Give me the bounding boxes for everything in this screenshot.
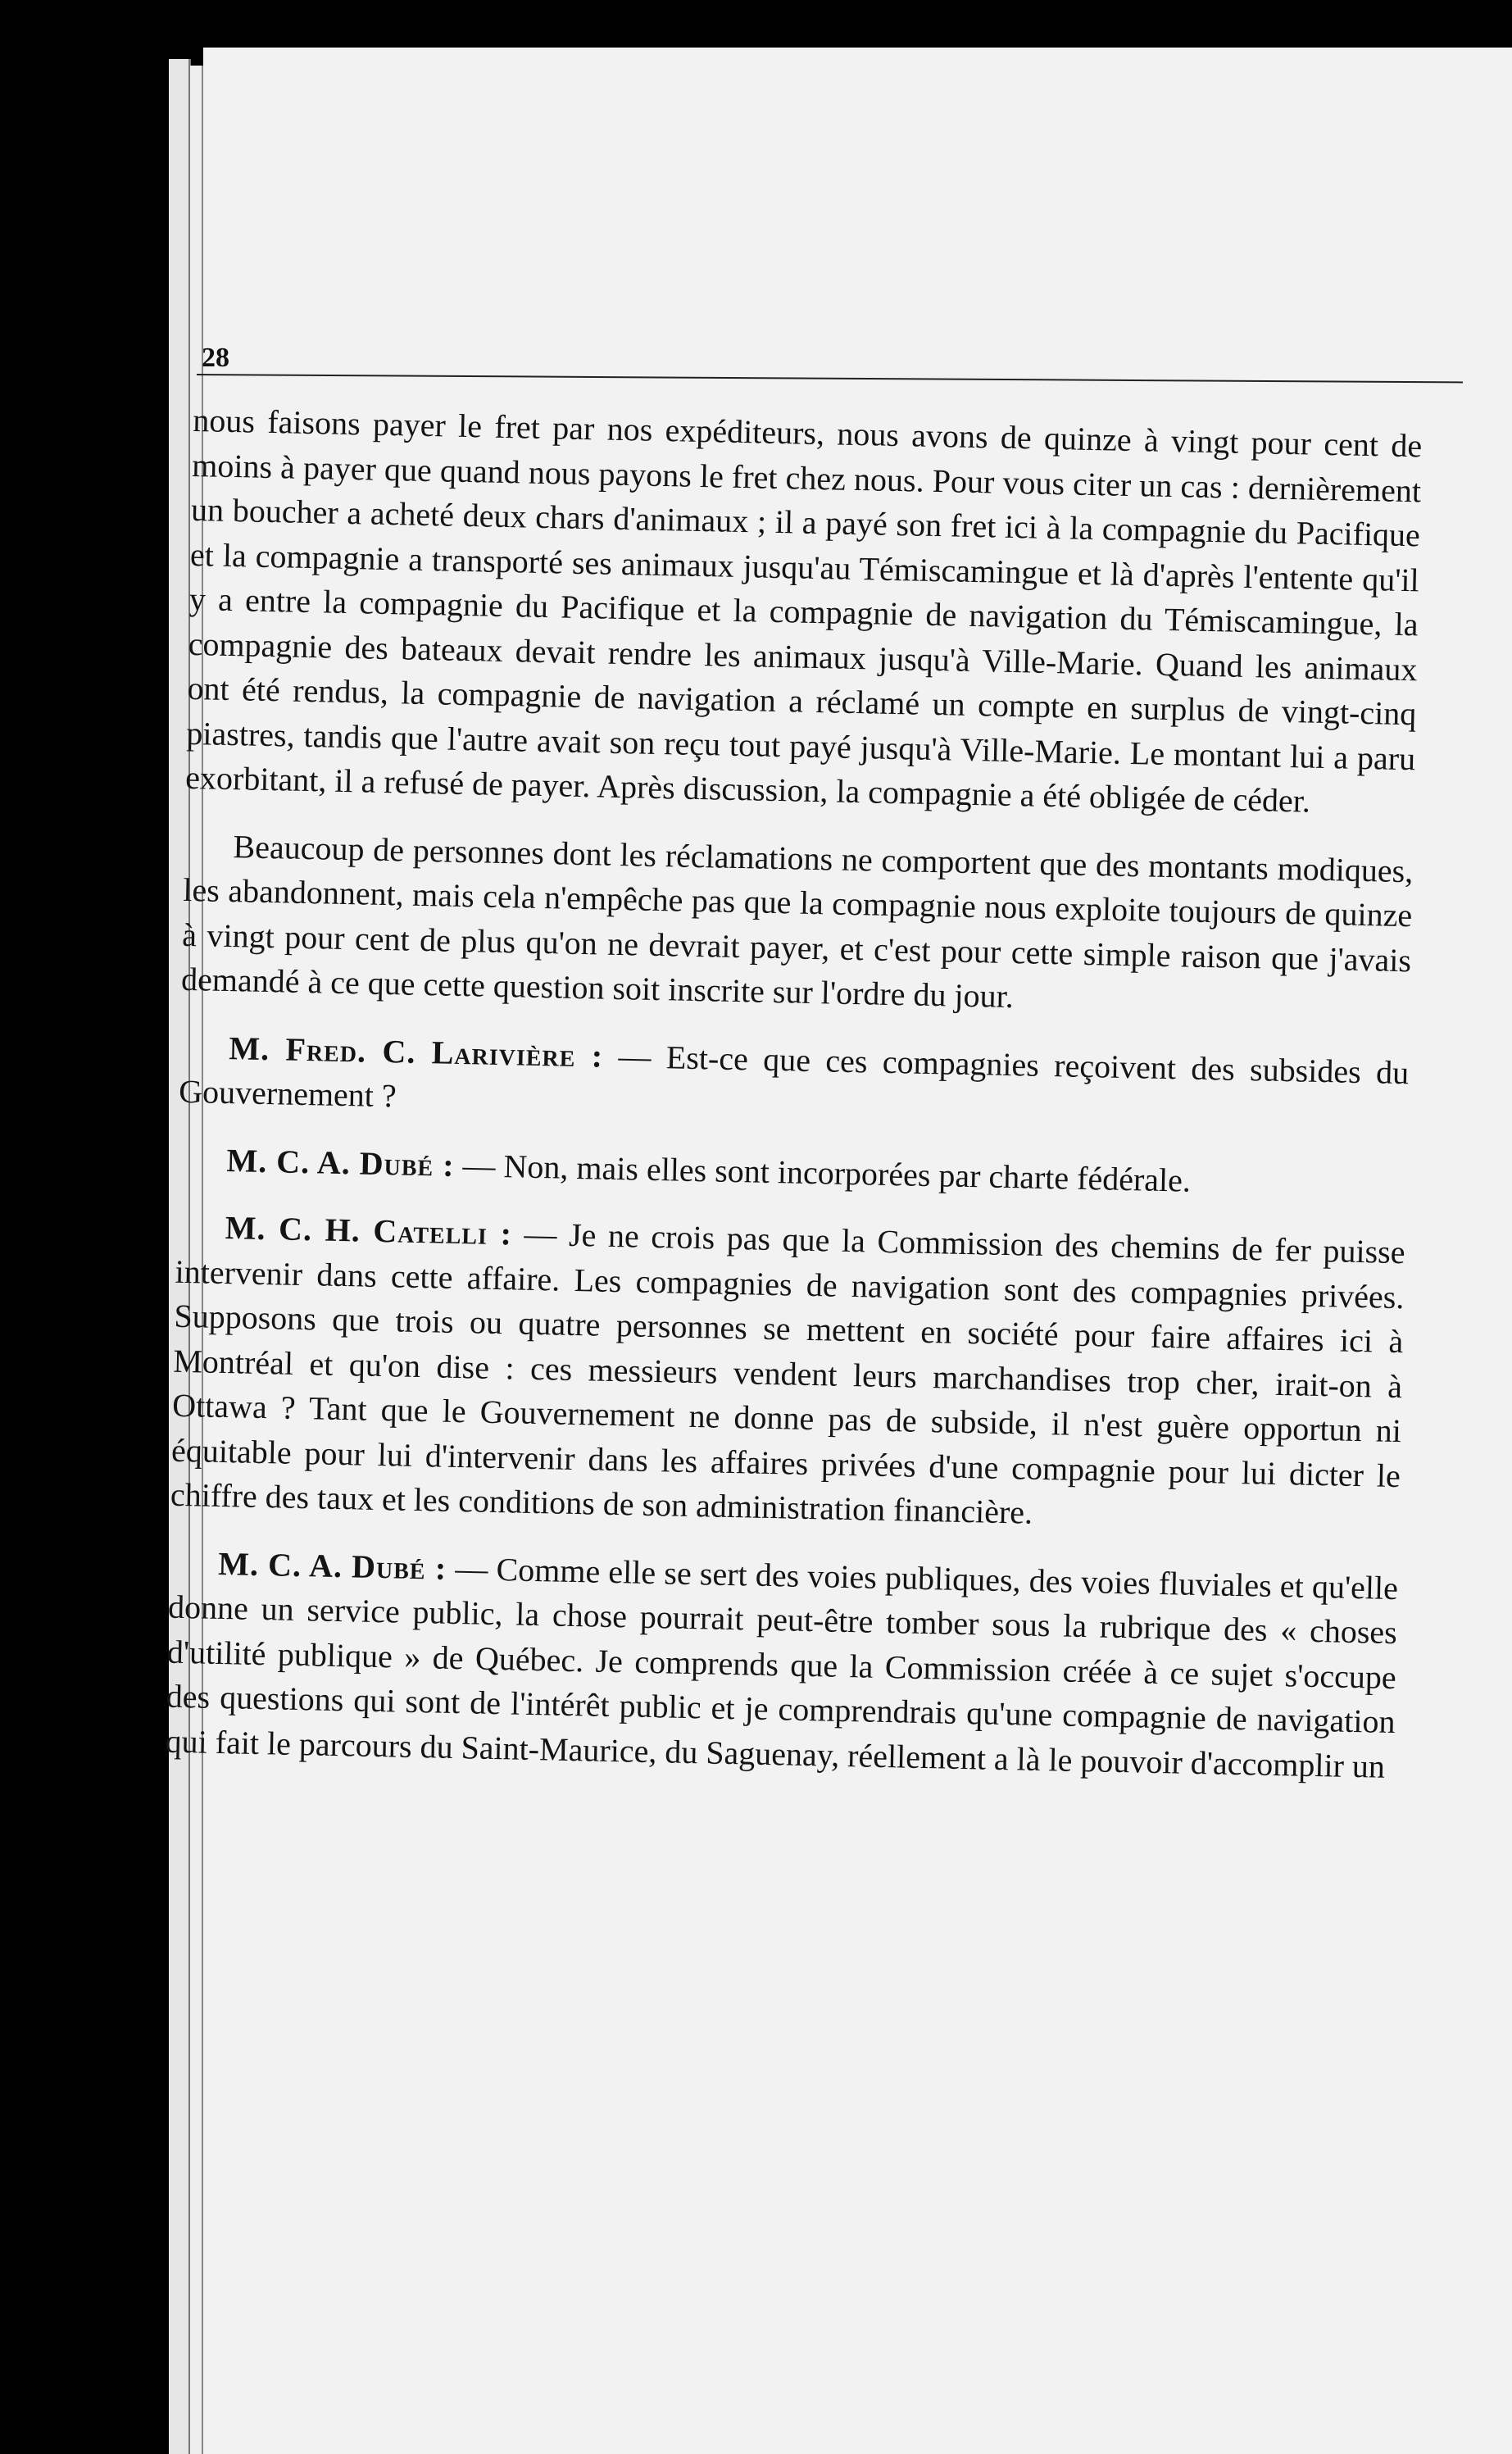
paragraph-5 [170, 1205, 1405, 1543]
speech-text: — Je ne crois pas que la Commission des chemins de fer puisse intervenir dans cette affaire. Les compagnies de navigation sont des compagnies privées. Supposons que trois ou quatre personnes se mettent en société pour faire affaires ici à Montréal et qu'on dise : ces messieurs vendent leurs marchandises trop cher, irait-on à Ottawa ? Tant que le Gouvernement ne donne pas de subside, il n'est guère opportun ni équitable pour lui d'intervenir dans les affaires privées d'une compagnie pour lui dicter le chiffre des taux et les conditions de son administration financière. [170, 1215, 1405, 1531]
speech-text: — Non, mais elles sont incorporées par charte fédérale. [454, 1146, 1192, 1199]
speaker-name: M. C. A. Dubé : [226, 1141, 456, 1184]
paragraph-6 [165, 1540, 1398, 1789]
body-text [165, 398, 1423, 1789]
paragraph-1: nous faisons payer le fret par nos expéditeurs, nous avons de quinze à vingt pour cent de moins à payer que quand nous payons le fret chez nous. Pour vous citer un cas : dernièrement un boucher a acheté deux chars d'animaux ; il a payé son fret ici à la compagnie du Pacifique et la compagnie a transporté ses animaux jusqu'au Témiscamingue et là d'après l'entente qu'il y a entre la compagnie du Pacifique et la compagnie de navigation du Témiscamingue, la compagnie des bateaux devait rendre les animaux jusqu'à Ville-Marie. Quand les animaux ont été rendus, la compagnie de navigation a réclamé un compte en surplus de vingt-cinq piastres, tandis que l'autre avait son reçu tout payé jusqu'à Ville-Marie. Le montant lui a paru exorbitant, il a refusé de payer. Après discussion, la compagnie a été obligée de céder. [184, 401, 1423, 820]
speaker-name: M. C. H. Catelli : [225, 1209, 513, 1252]
page-number: 28 [202, 343, 229, 373]
paragraph-3 [179, 1025, 1410, 1139]
speech-text: — Est-ce que ces compagnies reçoivent des subsides du Gouvernement ? [178, 1037, 1410, 1115]
speaker-name: M. Fred. C. Larivière : [228, 1029, 604, 1075]
speech-text: — Comme elle se sert des voies publiques, des voies fluviales et qu'elle donne un service public, la chose pourrait peut-être tomber sous la rubrique des « choses d'utilité publique » de Québec. Je comprends que la Commission créée à ce sujet s'occupe des questions qui sont de l'intérêt public et je comprendrais qu'une compagnie de navigation qui fait le parcours du Saint-Maurice, du Saguenay, réellement a là le pouvoir d'accomplir un [165, 1549, 1399, 1785]
paragraph-4 [177, 1137, 1407, 1207]
speaker-name: M. C. A. Dubé : [217, 1544, 447, 1587]
paragraph-2: Beaucoup de personnes dont les réclamations ne comportent que des montants modiques, les abandonnent, mais cela n'empêche pas que la compagnie nous exploite toujours de quinze à vingt pour cent de plus qu'on ne devrait payer, et c'est pour cette simple raison que j'avais demandé à ce que cette question soit inscrite sur l'ordre du jour. [180, 827, 1414, 1016]
